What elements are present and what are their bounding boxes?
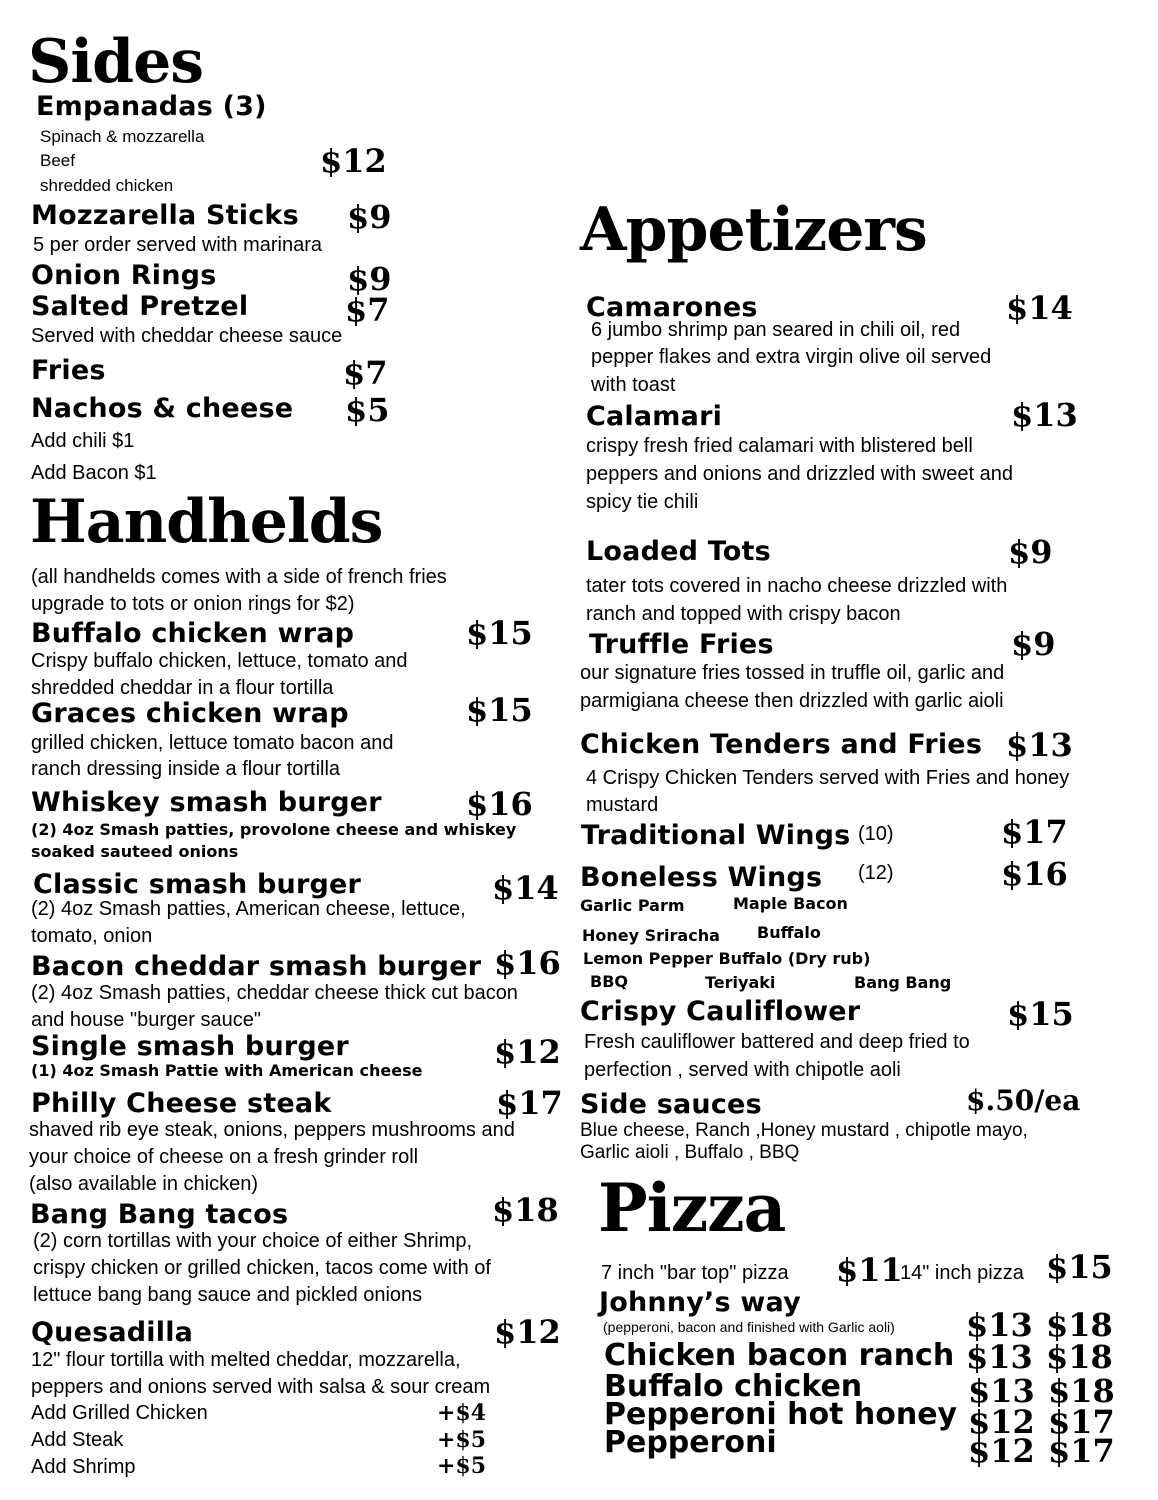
addon-label: Add Steak bbox=[31, 1429, 124, 1451]
appetizer-price: $13 bbox=[1011, 396, 1078, 434]
appetizer-price: $9 bbox=[1011, 625, 1056, 663]
handheld-price: $17 bbox=[496, 1084, 563, 1122]
sauces-name: Side sauces bbox=[580, 1089, 762, 1120]
appetizer-desc: 6 jumbo shrimp pan seared in chili oil, red bbox=[591, 319, 961, 341]
wing-flavor: BBQ bbox=[590, 972, 628, 991]
pizza-price: $18 bbox=[1046, 1338, 1113, 1376]
pizza-title: Pizza bbox=[598, 1169, 786, 1247]
pretzel-desc: Served with cheddar cheese sauce bbox=[31, 325, 343, 347]
sides-title: Sides bbox=[28, 27, 204, 97]
empanadas-option: Beef bbox=[40, 151, 75, 170]
handheld-desc: crispy chicken or grilled chicken, tacos come with of bbox=[33, 1257, 491, 1279]
mozzarella-name: Mozzarella Sticks bbox=[31, 200, 299, 231]
handhelds-note: upgrade to tots or onion rings for $2) bbox=[31, 593, 355, 615]
handheld-price: $14 bbox=[492, 869, 559, 907]
nachos-price: $5 bbox=[345, 391, 390, 429]
pizza-name: Pepperoni bbox=[604, 1425, 777, 1460]
handheld-price: $15 bbox=[466, 691, 533, 729]
nachos-addon: Add chili $1 bbox=[31, 430, 135, 452]
cauliflower-price: $15 bbox=[1007, 995, 1074, 1033]
wing-flavor: Garlic Parm bbox=[580, 896, 685, 915]
pizza-desc: (pepperoni, bacon and finished with Garlic aoli) bbox=[603, 1319, 895, 1335]
pizza-price: $12 bbox=[968, 1432, 1035, 1470]
handheld-desc: lettuce bang bang sauce and pickled onions bbox=[33, 1284, 423, 1306]
handheld-name: Classic smash burger bbox=[33, 869, 362, 900]
onion-price: $9 bbox=[347, 260, 392, 298]
pretzel-name: Salted Pretzel bbox=[31, 291, 249, 322]
empanadas-option: shredded chicken bbox=[40, 176, 174, 195]
handheld-desc: (2) corn tortillas with your choice of either Shrimp, bbox=[33, 1230, 473, 1252]
handheld-name: Buffalo chicken wrap bbox=[31, 618, 355, 649]
handheld-price: $12 bbox=[494, 1313, 561, 1351]
pizza-name: Chicken bacon ranch bbox=[604, 1338, 955, 1373]
appetizer-price: $14 bbox=[1006, 289, 1073, 327]
pizza-price: $17 bbox=[1048, 1432, 1115, 1470]
handheld-desc: tomato, onion bbox=[31, 925, 153, 947]
handheld-desc: (2) 4oz Smash patties, provolone cheese and whiskey bbox=[31, 820, 517, 839]
appetizer-desc: peppers and onions and drizzled with sweet and bbox=[586, 463, 1013, 485]
pizza-name: Pepperoni hot honey bbox=[604, 1397, 958, 1432]
appetizer-desc: tater tots covered in nacho cheese drizzled with bbox=[586, 575, 1008, 597]
appetizer-name: Loaded Tots bbox=[586, 536, 771, 567]
empanadas-price: $12 bbox=[320, 142, 387, 180]
handheld-desc: (1) 4oz Smash Pattie with American cheese bbox=[31, 1061, 423, 1080]
pizza-size-large: 14" inch pizza bbox=[900, 1262, 1024, 1284]
appetizer-desc: with toast bbox=[591, 374, 676, 396]
pizza-name: Johnny’s way bbox=[599, 1287, 801, 1318]
handheld-price: $12 bbox=[494, 1033, 561, 1071]
pizza-price: $12 bbox=[968, 1403, 1035, 1441]
pizza-size-small: 7 inch "bar top" pizza bbox=[601, 1262, 789, 1284]
appetizer-name: Truffle Fries bbox=[589, 629, 774, 660]
fries-price: $7 bbox=[343, 354, 388, 392]
handheld-desc: your choice of cheese on a fresh grinder roll bbox=[29, 1146, 419, 1168]
handheld-desc: (2) 4oz Smash patties, cheddar cheese thick cut bacon bbox=[31, 982, 518, 1004]
handheld-price: $16 bbox=[466, 785, 533, 823]
wings-name: Boneless Wings bbox=[580, 862, 823, 893]
wings-count: (10) bbox=[858, 823, 894, 845]
wings-count: (12) bbox=[858, 862, 894, 884]
handheld-price: $16 bbox=[494, 944, 561, 982]
handheld-name: Bang Bang tacos bbox=[30, 1199, 289, 1230]
wing-flavor: Buffalo bbox=[757, 923, 821, 942]
handheld-desc: (2) 4oz Smash patties, American cheese, lettuce, bbox=[31, 898, 466, 920]
sauces-desc: Garlic aioli , Buffalo , BBQ bbox=[580, 1142, 800, 1163]
addon-label: Add Grilled Chicken bbox=[31, 1402, 208, 1424]
appetizer-name: Chicken Tenders and Fries bbox=[580, 729, 983, 760]
empanadas-option: Spinach & mozzarella bbox=[40, 127, 205, 146]
fries-name: Fries bbox=[31, 355, 106, 386]
pizza-price: $17 bbox=[1048, 1403, 1115, 1441]
handheld-desc: shredded cheddar in a flour tortilla bbox=[31, 677, 334, 699]
wing-flavor: Maple Bacon bbox=[733, 894, 848, 913]
wing-flavor: Lemon Pepper Buffalo (Dry rub) bbox=[583, 949, 871, 968]
wings-price: $16 bbox=[1001, 855, 1068, 893]
mozzarella-price: $9 bbox=[347, 198, 392, 236]
pretzel-price: $7 bbox=[345, 291, 390, 329]
onion-name: Onion Rings bbox=[31, 260, 217, 291]
wing-flavor: Teriyaki bbox=[705, 973, 776, 992]
handheld-price: $18 bbox=[492, 1191, 559, 1229]
handheld-desc: Crispy buffalo chicken, lettuce, tomato and bbox=[31, 650, 408, 672]
addon-price: +$5 bbox=[437, 1427, 487, 1453]
appetizers-title: Appetizers bbox=[580, 195, 927, 265]
appetizer-desc: pepper flakes and extra virgin olive oil served bbox=[591, 346, 992, 368]
nachos-addon: Add Bacon $1 bbox=[31, 462, 157, 484]
handhelds-note: (all handhelds comes with a side of french fries bbox=[31, 566, 447, 588]
handheld-price: $15 bbox=[466, 614, 533, 652]
addon-price: +$5 bbox=[437, 1453, 487, 1479]
pizza-price: $13 bbox=[966, 1338, 1033, 1376]
handheld-desc: and house "burger sauce" bbox=[31, 1009, 261, 1031]
empanadas-name: Empanadas (3) bbox=[36, 91, 267, 122]
handheld-name: Single smash burger bbox=[31, 1031, 349, 1062]
pizza-price: $13 bbox=[966, 1306, 1033, 1344]
appetizer-desc: our signature fries tossed in truffle oil, garlic and bbox=[580, 662, 1005, 684]
addon-label: Add Shrimp bbox=[31, 1456, 136, 1478]
wing-flavor: Bang Bang bbox=[854, 973, 952, 992]
cauliflower-desc: Fresh cauliflower battered and deep fried to bbox=[584, 1031, 970, 1053]
handheld-desc: ranch dressing inside a flour tortilla bbox=[31, 758, 341, 780]
appetizer-desc: spicy tie chili bbox=[586, 491, 699, 513]
handheld-name: Philly Cheese steak bbox=[31, 1088, 332, 1119]
handheld-name: Bacon cheddar smash burger bbox=[31, 951, 482, 982]
handheld-name: Quesadilla bbox=[31, 1317, 194, 1348]
pizza-price-large: $15 bbox=[1046, 1248, 1113, 1286]
appetizer-price: $13 bbox=[1006, 726, 1073, 764]
appetizer-desc: parmigiana cheese then drizzled with garlic aioli bbox=[580, 690, 1004, 712]
appetizer-desc: 4 Crispy Chicken Tenders served with Fries and honey bbox=[586, 767, 1070, 789]
mozzarella-desc: 5 per order served with marinara bbox=[33, 234, 323, 256]
appetizer-desc: mustard bbox=[586, 794, 659, 816]
handhelds-title: Handhelds bbox=[30, 487, 383, 557]
pizza-price: $18 bbox=[1046, 1306, 1113, 1344]
handheld-desc: shaved rib eye steak, onions, peppers mushrooms and bbox=[29, 1119, 515, 1141]
pizza-name: Buffalo chicken bbox=[604, 1369, 863, 1404]
appetizer-desc: crispy fresh fried calamari with blistered bell bbox=[586, 435, 973, 457]
appetizer-price: $9 bbox=[1008, 533, 1053, 571]
appetizer-name: Calamari bbox=[586, 401, 723, 432]
handheld-desc: (also available in chicken) bbox=[29, 1173, 259, 1195]
cauliflower-desc: perfection , served with chipotle aoli bbox=[584, 1059, 901, 1081]
handheld-name: Graces chicken wrap bbox=[31, 698, 349, 729]
pizza-price: $13 bbox=[968, 1372, 1035, 1410]
pizza-price: $18 bbox=[1048, 1372, 1115, 1410]
wings-name: Traditional Wings bbox=[581, 820, 851, 851]
wing-flavor: Honey Sriracha bbox=[582, 926, 720, 945]
sauces-desc: Blue cheese, Ranch ,Honey mustard , chipotle mayo, bbox=[580, 1120, 1028, 1141]
wings-price: $17 bbox=[1001, 813, 1068, 851]
nachos-name: Nachos & cheese bbox=[31, 393, 294, 424]
handheld-desc: 12" flour tortilla with melted cheddar, mozzarella, bbox=[31, 1349, 461, 1371]
handheld-desc: grilled chicken, lettuce tomato bacon and bbox=[31, 732, 394, 754]
appetizer-desc: ranch and topped with crispy bacon bbox=[586, 603, 901, 625]
appetizer-name: Camarones bbox=[586, 292, 758, 323]
addon-price: +$4 bbox=[437, 1400, 487, 1426]
handheld-desc: peppers and onions served with salsa & sour cream bbox=[31, 1376, 491, 1398]
cauliflower-name: Crispy Cauliflower bbox=[580, 996, 861, 1027]
handheld-name: Whiskey smash burger bbox=[31, 787, 382, 818]
sauces-price: $.50/ea bbox=[966, 1084, 1081, 1117]
handheld-desc: soaked sauteed onions bbox=[31, 842, 239, 861]
pizza-price-small: $11 bbox=[836, 1251, 903, 1289]
